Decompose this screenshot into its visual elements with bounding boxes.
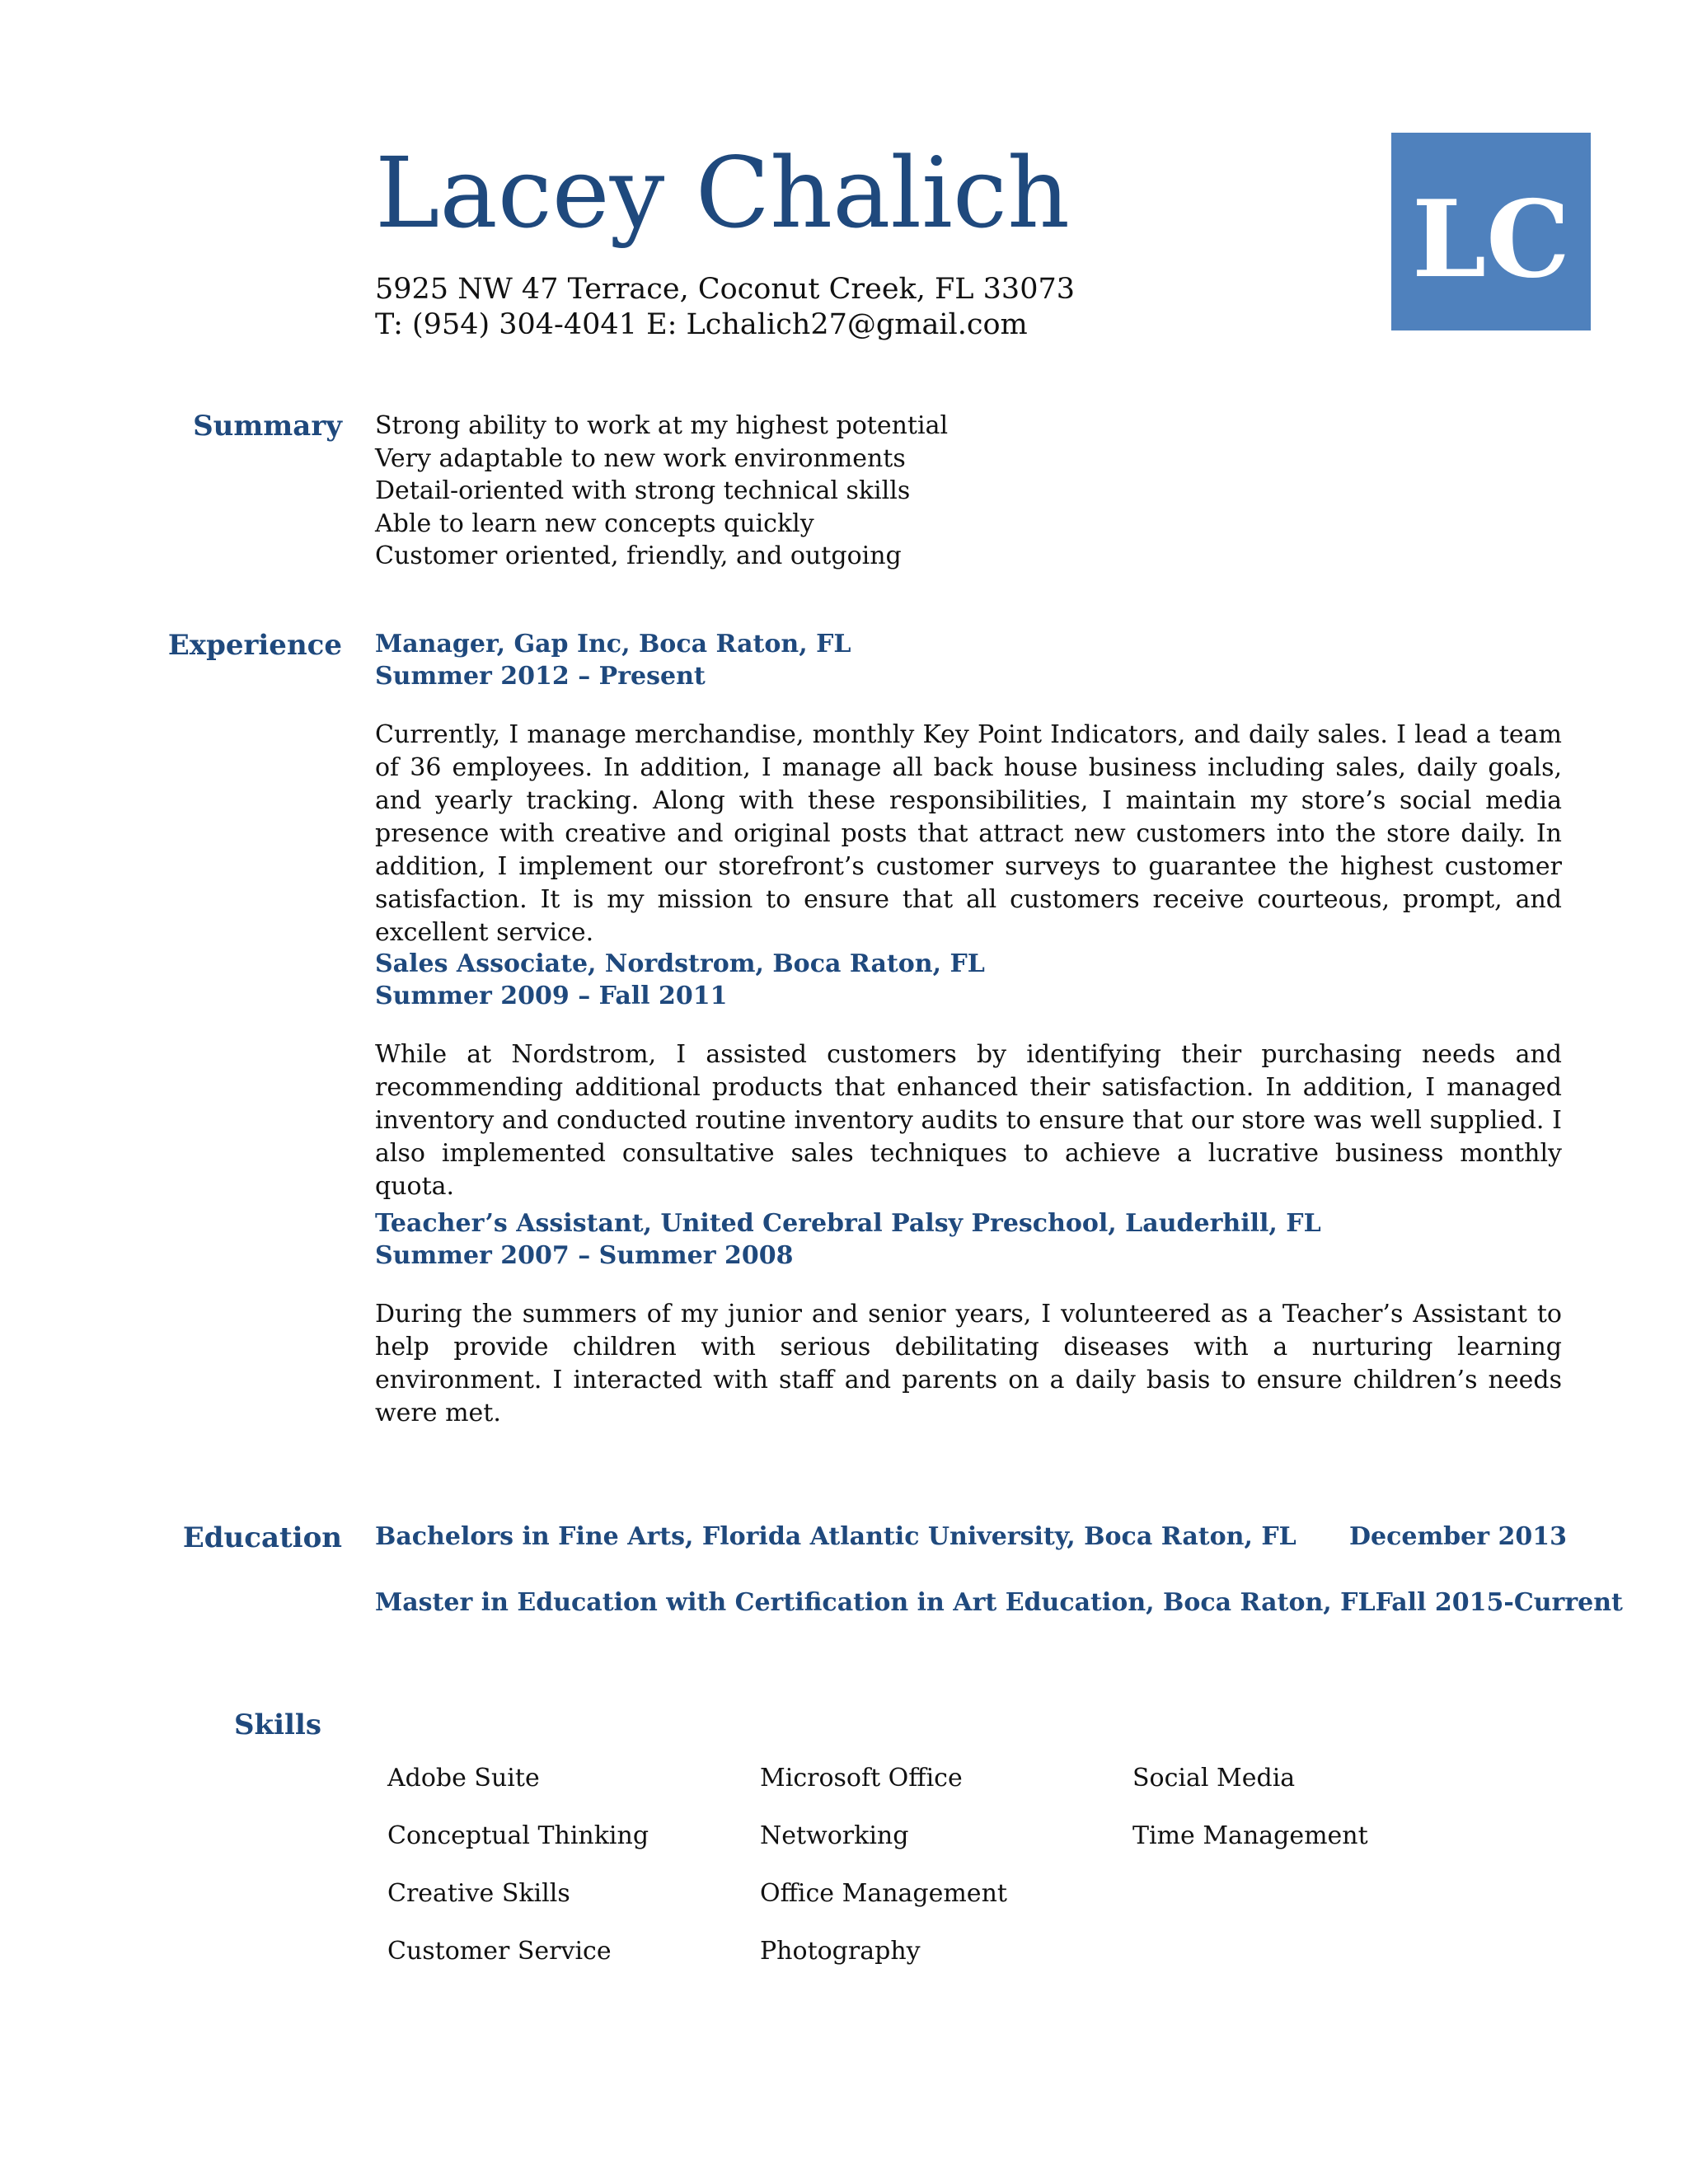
- job-entry: [375, 1207, 1570, 1430]
- skill-item: Conceptual Thinking: [387, 1821, 649, 1850]
- job-description: During the summers of my junior and senior years, I volunteered as a Teacher’s Assistant to help provide children with serious debilitating diseases with a nurturing learning environment. I interacted with staff and parents on a daily basis to ensure children’s needs were met.: [375, 1300, 1562, 1427]
- skill-item: Office Management: [760, 1879, 1007, 1908]
- skill-item: Customer Service: [387, 1937, 612, 1966]
- experience-heading: Experience: [167, 629, 342, 662]
- summary-line: Strong ability to work at my highest potential: [375, 411, 949, 440]
- address: 5925 NW 47 Terrace, Coconut Creek, FL 33073: [375, 273, 1076, 306]
- job-entry: [375, 948, 1570, 1203]
- skill-item: Creative Skills: [387, 1879, 570, 1908]
- skill-item: Social Media: [1132, 1764, 1296, 1793]
- summary-heading: Summary: [193, 410, 342, 443]
- job-dates: Summer 2012 – Present: [375, 662, 706, 691]
- candidate-name: Lacey Chalich: [375, 136, 1070, 250]
- skill-item: Microsoft Office: [760, 1764, 963, 1793]
- skill-item: [1132, 1879, 1505, 1937]
- summary-line: Customer oriented, friendly, and outgoing: [375, 541, 902, 570]
- job-description: Currently, I manage merchandise, monthly Key Point Indicators, and daily sales. I lead a team of 36 employees. In addition, I manage all back house business including sales, daily goals, and yearly tracking. Along with these responsibilities, I maintain my store’s social media presence with creative and original posts that attract new customers into the store daily. In addition, I implement our storefront’s customer surveys to guarantee the highest customer satisfaction. It is my mission to ensure that all customers receive courteous, prompt, and excellent service.: [375, 720, 1562, 947]
- summary-list: [375, 410, 948, 573]
- job-title: Teacher’s Assistant, United Cerebral Palsy Preschool, Lauderhill, FL: [375, 1209, 1321, 1238]
- education-entry: [375, 1522, 1567, 1551]
- job-dates: Summer 2007 – Summer 2008: [375, 1241, 794, 1270]
- job-entry: [375, 628, 1570, 949]
- skill-item: Adobe Suite: [387, 1764, 540, 1793]
- education-degree: Master in Education with Certification in Art Education, Boca Raton, FL: [375, 1588, 1376, 1617]
- job-dates: Summer 2009 – Fall 2011: [375, 982, 728, 1010]
- summary-line: Able to learn new concepts quickly: [375, 509, 814, 538]
- job-title: Sales Associate, Nordstrom, Boca Raton, FL: [375, 949, 985, 978]
- education-date: December 2013: [1348, 1522, 1567, 1551]
- skill-item: [1132, 1937, 1505, 1994]
- summary-line: Very adaptable to new work environments: [375, 443, 906, 473]
- phone-email: T: (954) 304-4041 E: Lchalich27@gmail.com: [375, 308, 1028, 341]
- skill-item: Photography: [760, 1937, 921, 1966]
- skill-item: Time Management: [1132, 1821, 1368, 1850]
- education-heading: Education: [182, 1521, 342, 1554]
- job-title: Manager, Gap Inc, Boca Raton, FL: [375, 630, 851, 658]
- job-description: While at Nordstrom, I assisted customers by identifying their purchasing needs and recommending additional products that enhanced their satisfaction. In addition, I managed inventory and conducted routine inventory audits to ensure that our store was well supplied. I also implemented consultative sales techniques to achieve a lucrative business monthly quota.: [375, 1040, 1562, 1201]
- summary-line: Detail-oriented with strong technical skills: [375, 476, 911, 505]
- education-entry: [375, 1588, 1623, 1617]
- skills-grid: [387, 1764, 1505, 1994]
- education-degree: Bachelors in Fine Arts, Florida Atlantic University, Boca Raton, FL: [375, 1522, 1296, 1551]
- monogram-logo: LC: [1391, 133, 1591, 330]
- contact-block: [375, 272, 1075, 343]
- education-date: Fall 2015-Current: [1375, 1588, 1623, 1617]
- skills-heading: Skills: [233, 1708, 321, 1741]
- skill-item: Networking: [760, 1821, 909, 1850]
